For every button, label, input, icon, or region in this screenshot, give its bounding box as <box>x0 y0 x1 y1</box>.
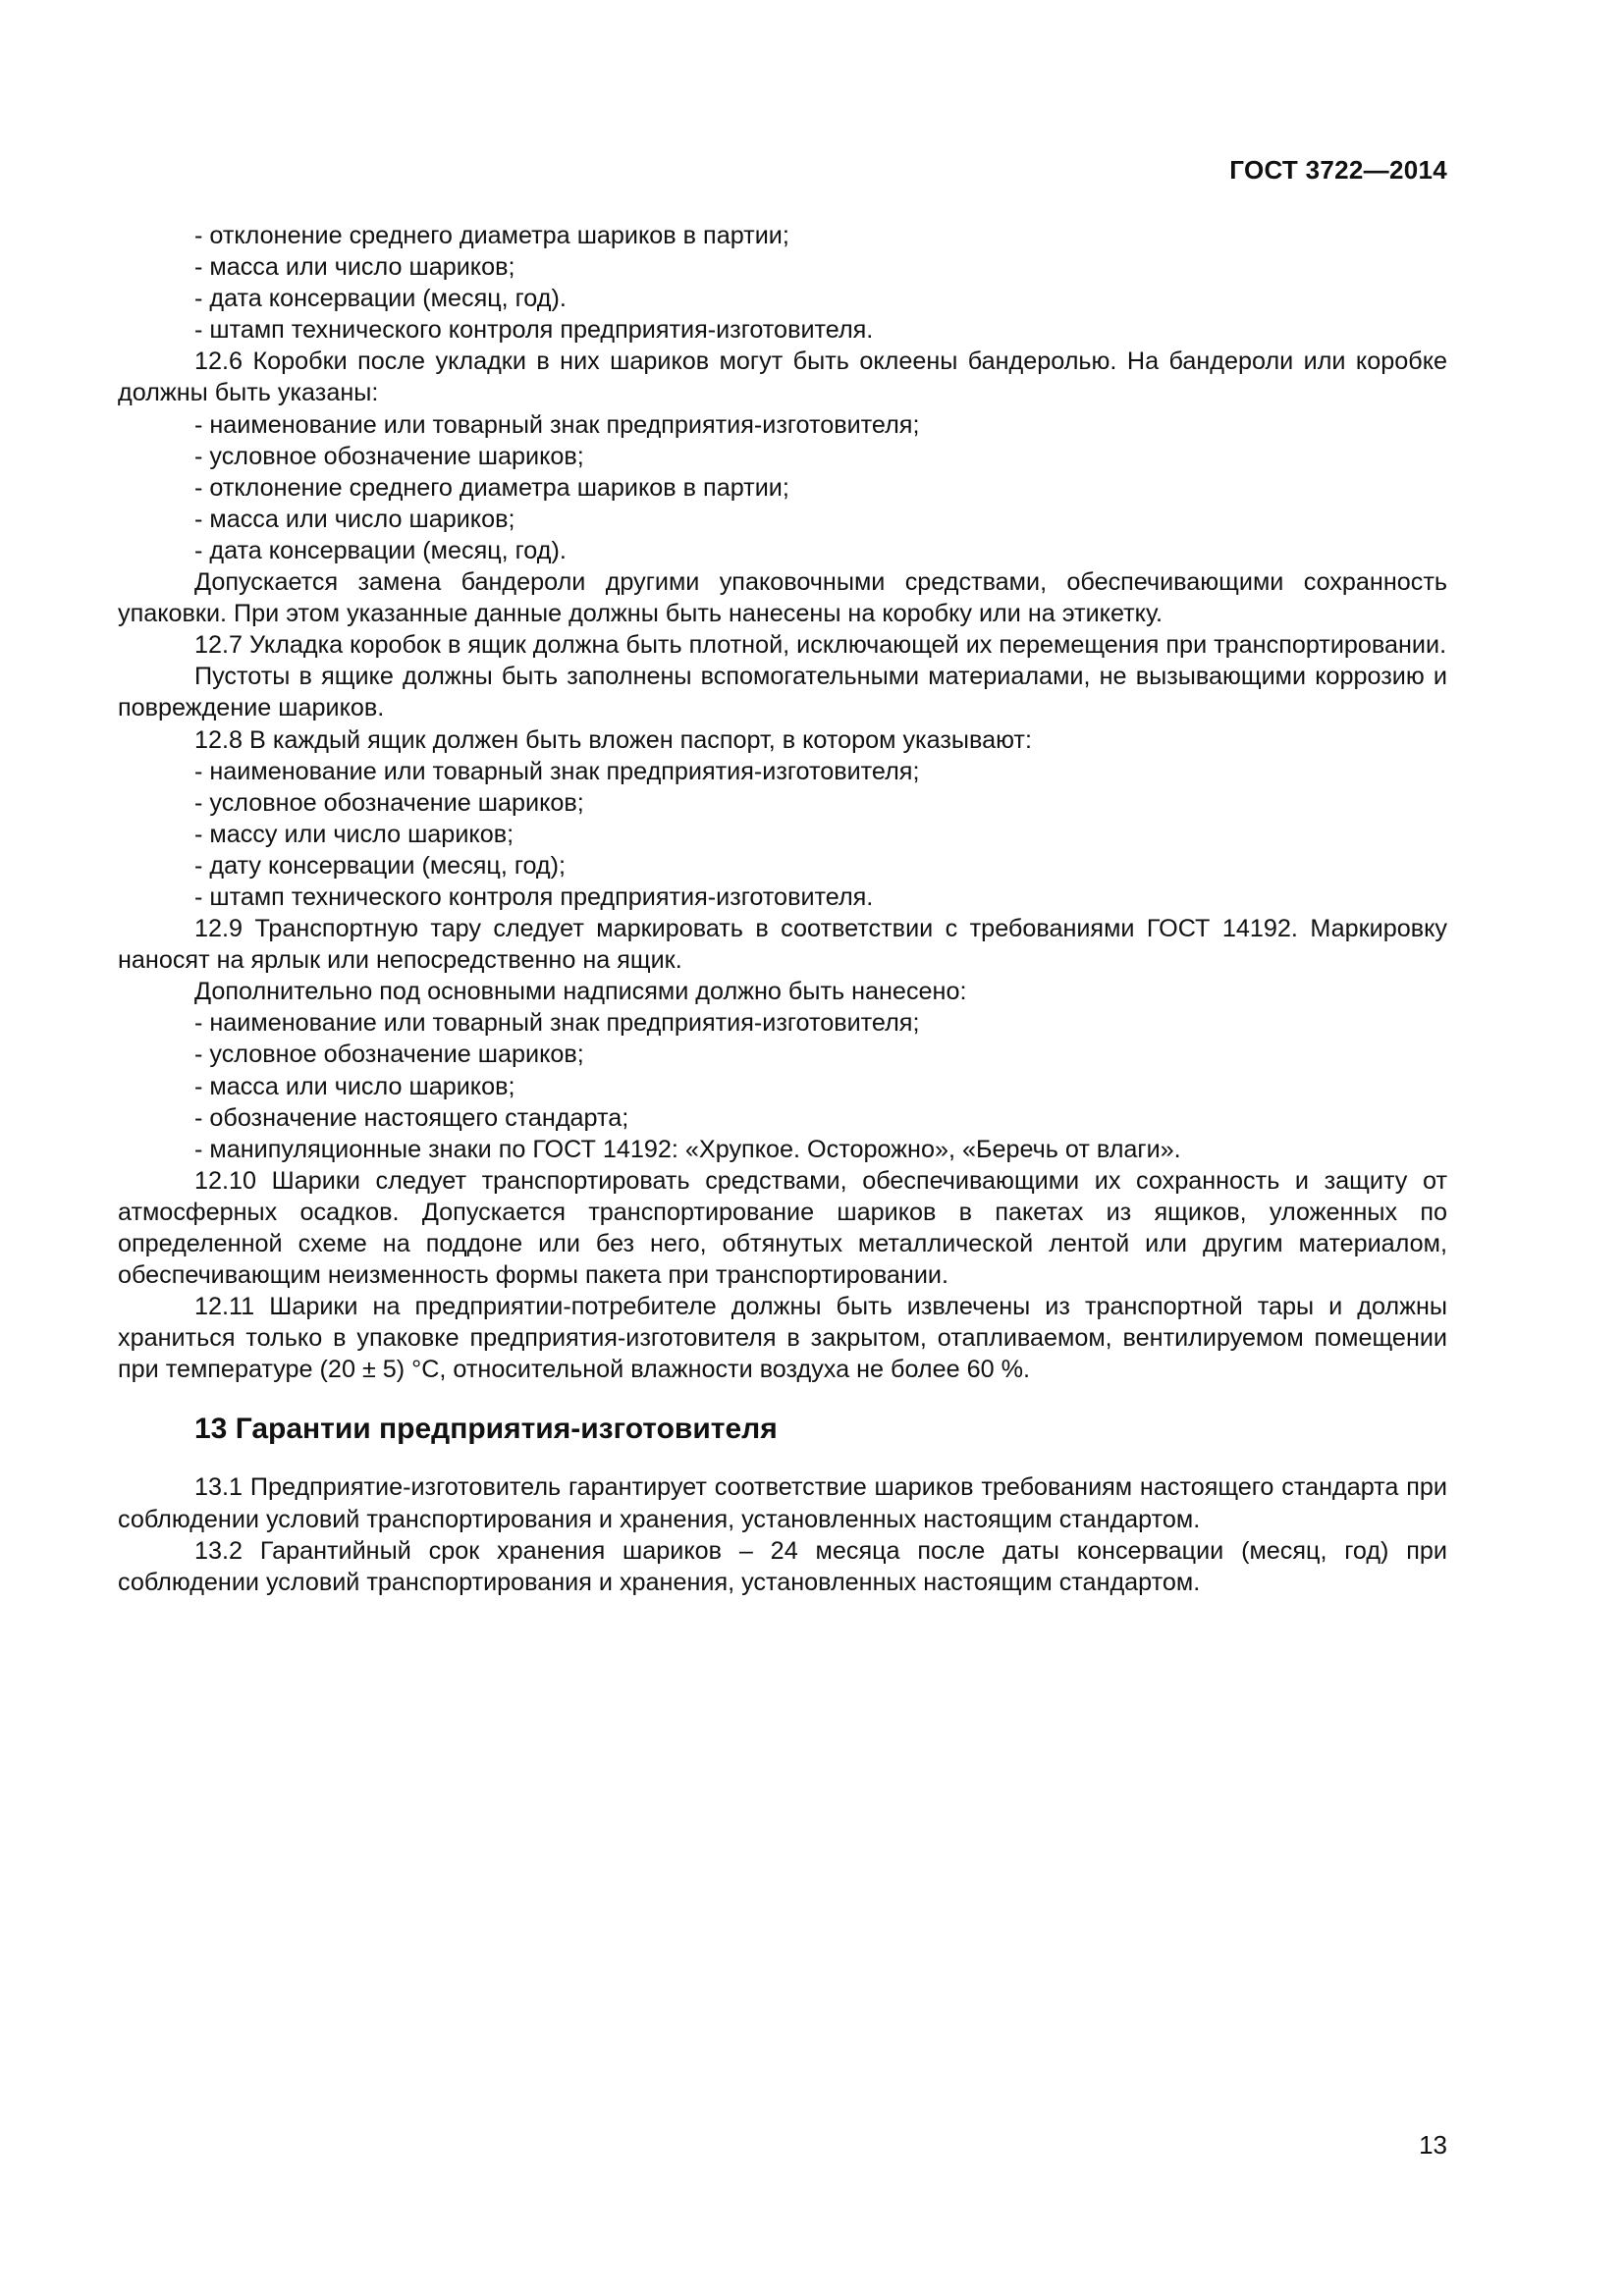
list-item: - условное обозначение шариков; <box>194 1041 584 1069</box>
standard-code-header: ГОСТ 3722—2014 <box>1229 155 1447 185</box>
paragraph-13-2: 13.2 Гарантийный срок хранения шариков – 24 месяца после даты консервации (месяц, год) при соблюдении условий транспортирования и хранения, установленных настоящим стандартом. <box>118 1536 1447 1596</box>
list-item: - наименование или товарный знак предприятия-изготовителя; <box>194 757 920 785</box>
list-item: - штамп технического контроля предприятия-изготовителя. <box>194 882 874 911</box>
paragraph-12-11: 12.11 Шарики на предприятии-потребителе должны быть извлечены из транспортной тары и должны храниться только в упаковке предприятия-изготовителя в закрытом, отапливаемом, вентилируемом помещении при температуре (20 ± 5) °С, относительной влажности воздуха не более 60 %. <box>118 1293 1447 1384</box>
list-item: - условное обозначение шариков; <box>194 442 584 470</box>
paragraph-12-6-b: Допускается замена бандероли другими упаковочными средствами, обеспечивающими сохранность упаковки. При этом указанные данные должны быть нанесены на коробку или на этикетку. <box>118 568 1447 628</box>
paragraph-12-7: 12.7 Укладка коробок в ящик должна быть плотной, исключающей их перемещения при транспортировании. <box>194 631 1447 660</box>
section-13-heading: 13 Гарантии предприятия-изготовителя <box>194 1413 778 1446</box>
paragraph-12-8: 12.8 В каждый ящик должен быть вложен паспорт, в котором указывают: <box>194 725 1032 754</box>
list-item: - дату консервации (месяц, год); <box>194 851 566 880</box>
paragraph-12-7-b: Пустоты в ящике должны быть заполнены вспомогательными материалами, не вызывающими коррозию и повреждение шариков. <box>118 663 1447 722</box>
list-item: - отклонение среднего диаметра шариков в партии; <box>194 222 789 249</box>
list-item: - дата консервации (месяц, год). <box>194 285 567 313</box>
list-item: - массу или число шариков; <box>194 820 514 848</box>
paragraph-12-6: 12.6 Коробки после укладки в них шариков могут быть оклеены бандеролью. На бандероли или коробке должны быть указаны: <box>118 347 1447 407</box>
list-item: - дата консервации (месяц, год). <box>194 536 567 564</box>
list-item: - наименование или товарный знак предприятия-изготовителя; <box>194 1009 920 1038</box>
document-body <box>118 220 1447 1598</box>
list-item: - обозначение настоящего стандарта; <box>194 1103 629 1132</box>
page-number: 13 <box>1419 2130 1447 2160</box>
paragraph-12-9: 12.9 Транспортную тару следует маркировать в соответствии с требованиями ГОСТ 14192. Маркировку наносят на ярлык или непосредственно на ящик. <box>118 915 1447 975</box>
list-item: - масса или число шариков; <box>194 505 515 533</box>
paragraph-12-9-b: Дополнительно под основными надписями должно быть нанесено: <box>194 978 967 1006</box>
list-item: - отклонение среднего диаметра шариков в партии; <box>194 473 789 502</box>
paragraph-13-1: 13.1 Предприятие-изготовитель гарантирует соответствие шариков требованиям настоящего стандарта при соблюдении условий транспортирования и хранения, установленных настоящим стандартом. <box>118 1473 1447 1533</box>
list-item: - штамп технического контроля предприятия-изготовителя. <box>194 316 874 345</box>
paragraph-12-10: 12.10 Шарики следует транспортировать средствами, обеспечивающими их сохранность и защиту от атмосферных осадков. Допускается транспортирование шариков в пакетах из ящиков, уложенных по определенной схеме на поддоне или без него, обтянутых металлической лентой или другим материалом, обеспечивающим неизменность формы пакета при транспортировании. <box>118 1166 1447 1290</box>
list-item: - манипуляционные знаки по ГОСТ 14192: «Хрупкое. Осторожно», «Беречь от влаги». <box>194 1135 1181 1163</box>
list-item: - масса или число шариков; <box>194 1072 515 1100</box>
list-item: - масса или число шариков; <box>194 253 515 282</box>
list-item: - условное обозначение шариков; <box>194 788 584 817</box>
list-item: - наименование или товарный знак предприятия-изготовителя; <box>194 410 920 439</box>
